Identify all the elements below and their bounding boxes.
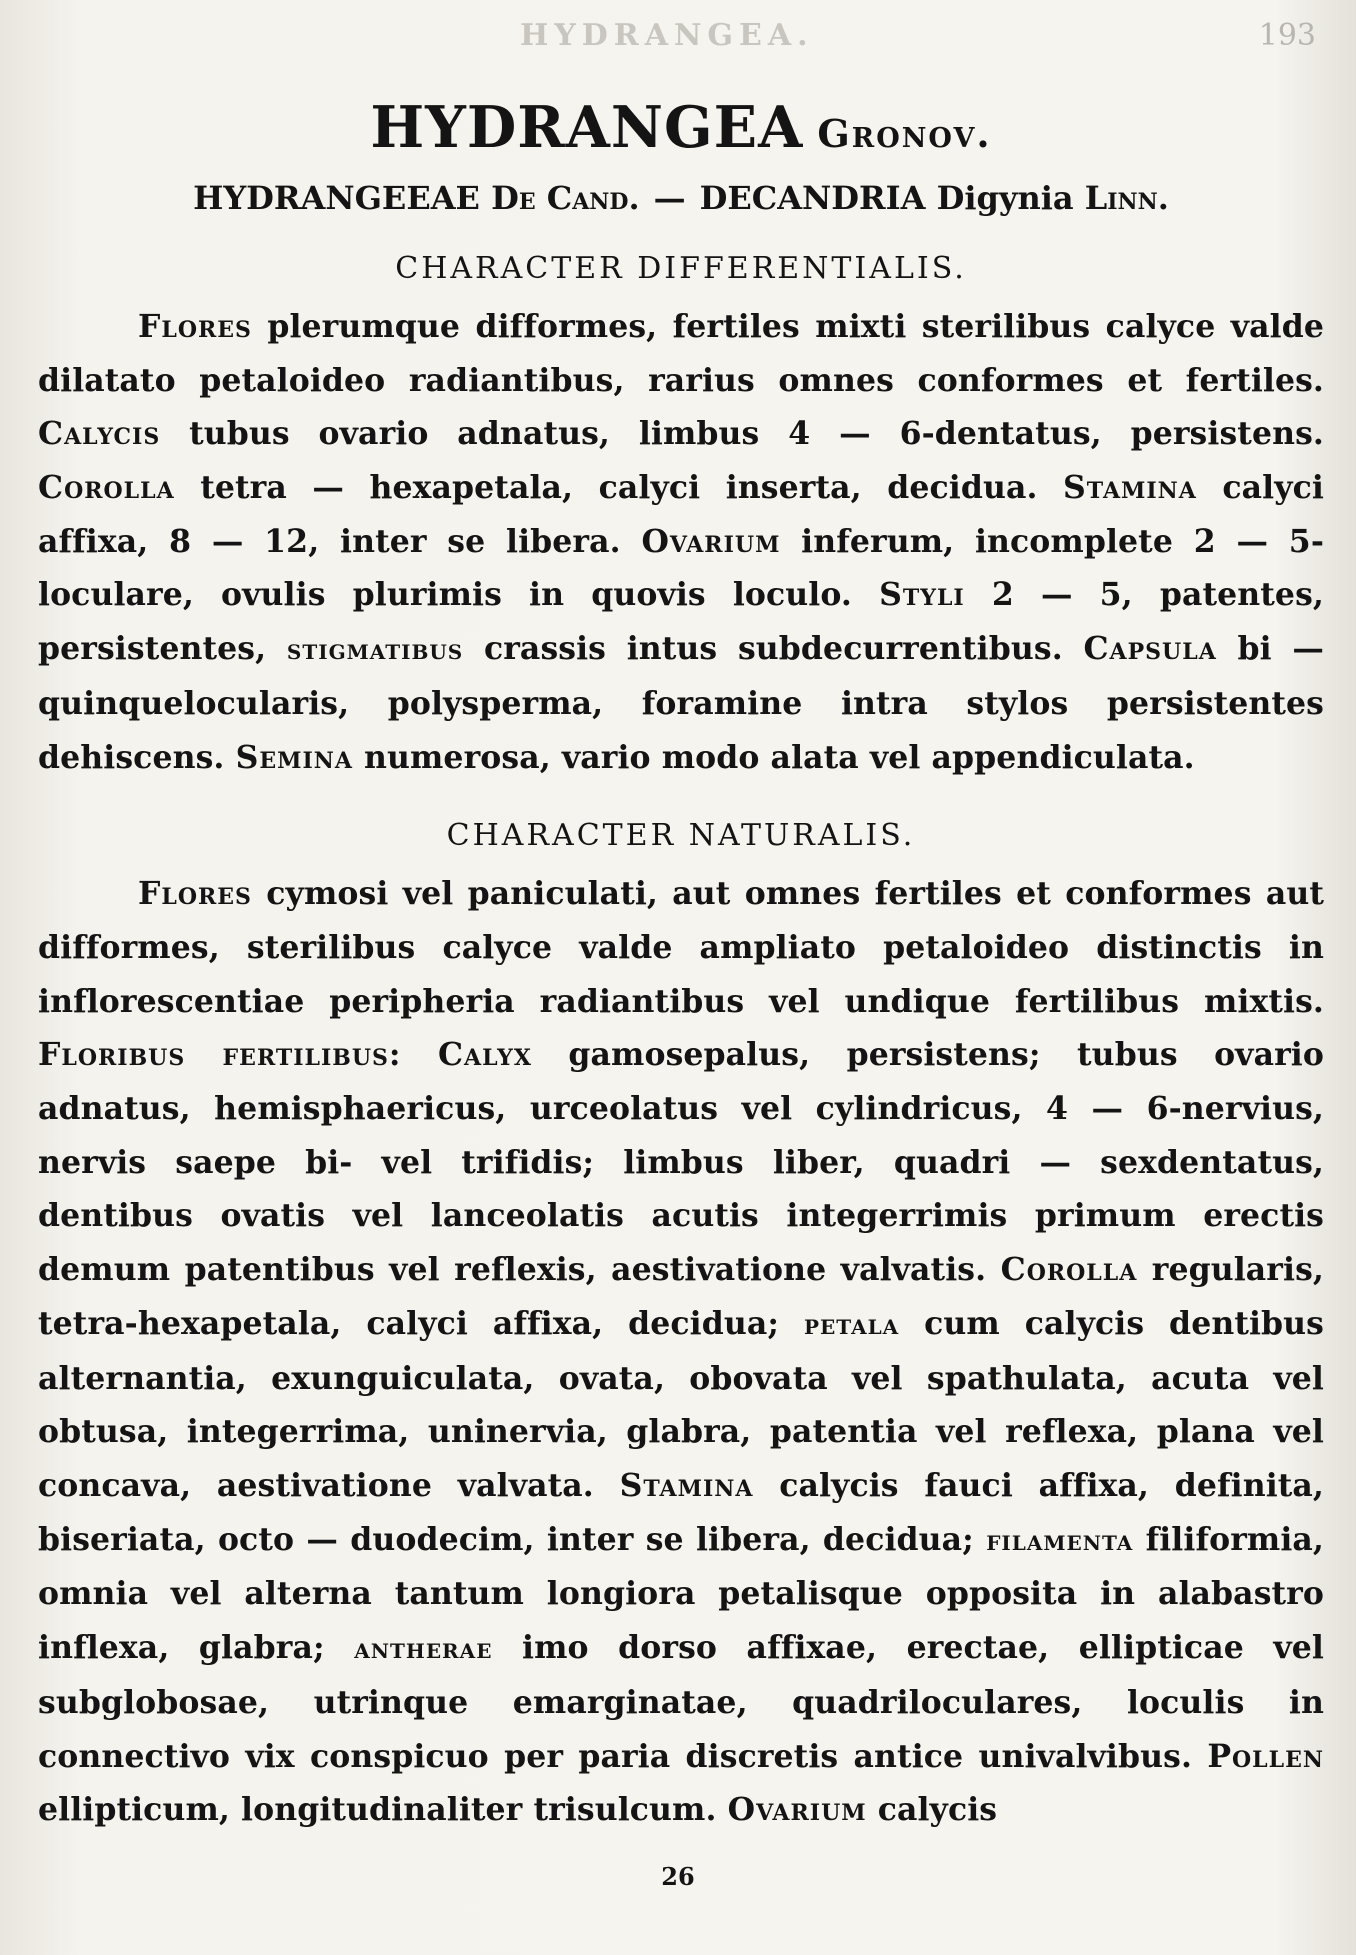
text-antherae: imo dorso affixae, erectae, ellipticae vel subglobosae, utrinque emarginatae, quadriloculares, loculis in connectivo vix conspicuo per paria discretis antice univalvibus. <box>38 1629 1324 1775</box>
term-floribus-fertilibus: Floribus fertilibus: <box>38 1036 402 1074</box>
text-ovarium-naturalis: calycis <box>877 1791 998 1829</box>
class-name: DECANDRIA <box>699 178 926 217</box>
text-calyx: gamosepalus, persistens; tubus ovario adnatus, hemisphaericus, urceolatus vel cylindricus, 4 — 6-nervius, nervis saepe bi- vel trifidis; limbus liber, quadri — sexdentatus, dentibus ovatis vel lanceolatis acutis integerrimis primum erectis demum patentibus vel reflexis, aestivatione valvatis. <box>38 1036 1324 1289</box>
signature-number: 26 <box>661 1862 695 1891</box>
order-authority: Linn. <box>1084 178 1169 217</box>
term-stamina-naturalis: Stamina <box>619 1467 754 1504</box>
text-calycis: tubus ovario adnatus, limbus 4 — 6-dentatus, persistens. <box>189 415 1324 453</box>
term-ovarium: Ovarium <box>641 522 781 560</box>
term-semina: Semina <box>235 738 353 776</box>
text-stamina-naturalis: calycis fauci affixa, definita, biseriata, octo — duodecim, inter se libera, decidua; <box>38 1467 1324 1558</box>
genus-authority: Gronov. <box>817 111 992 156</box>
text-flores: plerumque difformes, fertiles mixti sterilibus calyce valde dilatato petaloideo radiantibus, rarius omnes conformes et fertiles. <box>38 307 1324 399</box>
text-corolla: tetra — hexapetala, calyci inserta, decidua. <box>200 469 1038 507</box>
paragraph-character-naturalis <box>38 867 1324 1837</box>
term-stamina: Stamina <box>1063 469 1197 507</box>
text-flores-naturalis: cymosi vel paniculati, aut omnes fertiles et conformes aut difformes, sterilibus calyce valde ampliato petaloideo distinctis in inflorescentiae peripheria radiantibus vel undique fertilibus mixtis. <box>38 875 1325 1020</box>
term-ovarium-naturalis: Ovarium <box>727 1791 867 1829</box>
text-stigmatibus: crassis intus subdecurrentibus. <box>483 630 1063 668</box>
term-pollen: Pollen <box>1207 1737 1324 1775</box>
text-styli: 2 — 5, patentes, persistentes, <box>38 576 1324 668</box>
term-petala: petala <box>804 1307 900 1341</box>
text-petala: cum calycis dentibus alternantia, exunguiculata, ovata, obovata vel spathulata, acuta vel obtusa, integerrima, uninervia, glabra, patentia vel reflexa, plana vel concava, aestivatione valvata. <box>38 1304 1325 1504</box>
heading-character-differentialis: CHARACTER DIFFERENTIALIS. <box>395 250 967 286</box>
page-content <box>38 95 1324 1837</box>
text-stamina: calyci affixa, 8 — 12, inter se libera. <box>38 469 1324 560</box>
paragraph-character-differentialis <box>38 300 1324 784</box>
term-corolla-naturalis: Corolla <box>1000 1251 1138 1289</box>
text-pollen: ellipticum, longitudinaliter trisulcum. <box>38 1791 717 1829</box>
term-stigmatibus: stigmatibus <box>286 633 464 667</box>
term-capsula: Capsula <box>1083 630 1217 668</box>
tribe-name: HYDRANGEEAE <box>193 178 480 217</box>
term-corolla: Corolla <box>38 469 175 507</box>
text-semina: numerosa, vario modo alata vel appendiculata. <box>364 738 1195 776</box>
term-flores-naturalis: Flores <box>138 875 252 913</box>
term-calyx: Calyx <box>437 1036 532 1074</box>
text-capsula: bi — quinquelocularis, polysperma, foramine intra stylos persistentes dehiscens. <box>38 630 1324 776</box>
classification-separator: — <box>653 178 686 217</box>
genus-name: HYDRANGEA <box>370 94 804 161</box>
text-corolla-naturalis: regularis, tetra-hexapetala, calyci affixa, decidua; <box>38 1251 1324 1342</box>
order-name: Digynia <box>936 178 1074 217</box>
classification-line <box>38 179 1324 217</box>
running-head: HYDRANGEA. <box>520 18 814 53</box>
text-ovarium: inferum, incomplete 2 — 5-loculare, ovulis plurimis in quovis loculo. <box>38 522 1324 614</box>
term-antherae: antherae <box>354 1632 493 1666</box>
tribe-authority: De Cand. <box>491 178 640 217</box>
genus-title <box>38 95 1324 161</box>
page-number: 193 <box>1258 18 1316 53</box>
heading-character-naturalis: CHARACTER NATURALIS. <box>446 818 916 854</box>
term-styli: Styli <box>879 576 965 614</box>
term-flores: Flores <box>138 307 252 345</box>
text-filamenta: filiformia, omnia vel alterna tantum longiora petalisque opposita in alabastro inflexa, glabra; <box>38 1520 1324 1667</box>
term-filamenta: filamenta <box>986 1523 1134 1557</box>
term-calycis: Calycis <box>38 415 161 453</box>
